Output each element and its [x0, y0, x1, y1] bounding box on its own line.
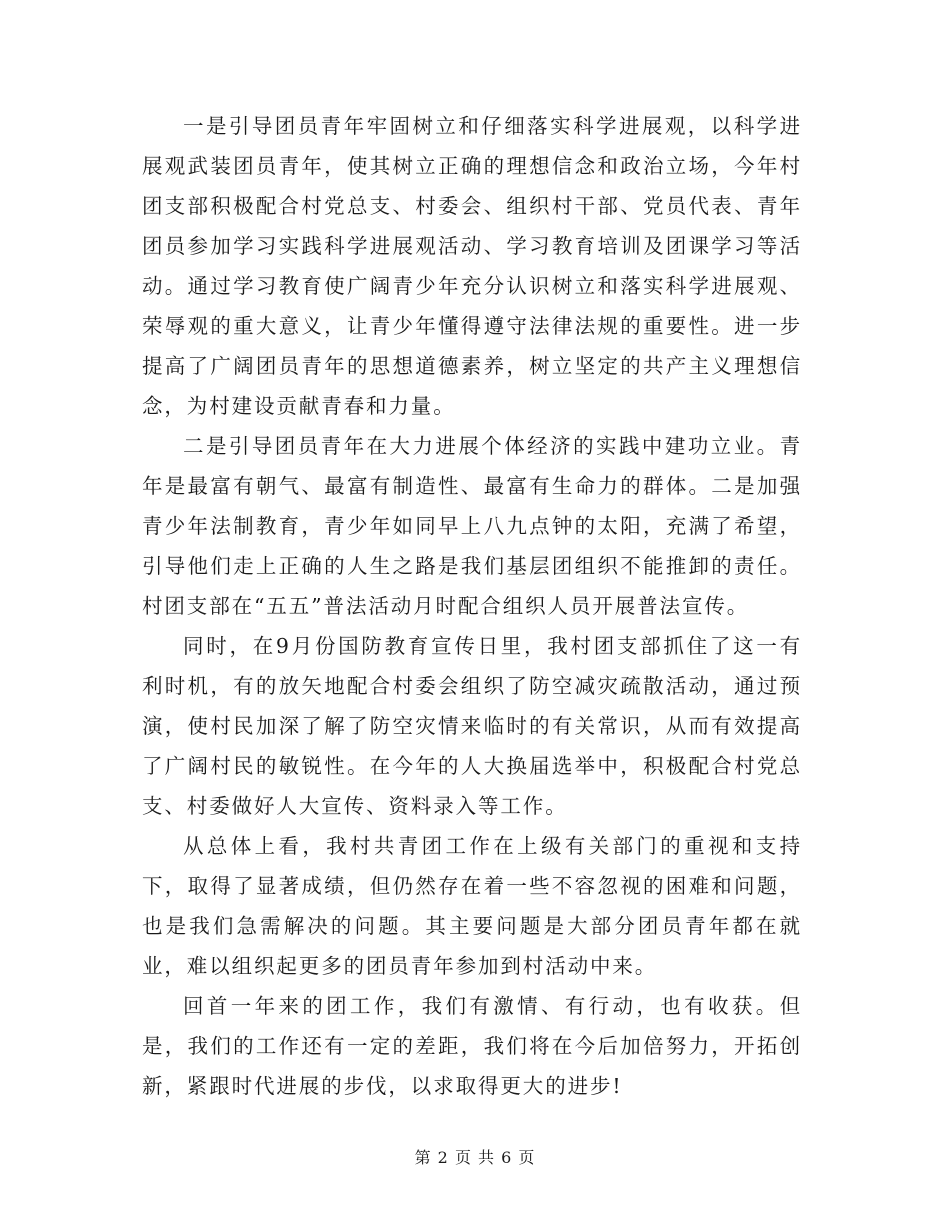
- paragraph-5: 回首一年来的团工作，我们有激情、有行动，也有收获。但是，我们的工作还有一定的差距，我们将在今后加倍努力，开拓创新，紧跟时代进展的步伐，以求取得更大的进步!: [142, 994, 802, 1098]
- paragraph-2: 二是引导团员青年在大力进展个体经济的实践中建功立业。青年是最富有朝气、最富有制造性、最富有生命力的群体。二是加强青少年法制教育，青少年如同早上八九点钟的太阳，充满了希望，引导他们走上正确的人生之路是我们基层团组织不能推卸的责任。村团支部在“五五”普法活动月时配合组织人员开展普法宣传。: [142, 434, 802, 618]
- paragraph-1: 一是引导团员青年牢固树立和仔细落实科学进展观，以科学进展观武装团员青年，使其树立正确的理想信念和政治立场，今年村团支部积极配合村党总支、村委会、组织村干部、党员代表、青年团员参加学习实践科学进展观活动、学习教育培训及团课学习等活动。通过学习教育使广阔青少年充分认识树立和落实科学进展观、荣辱观的重大意义，让青少年懂得遵守法律法规的重要性。进一步提高了广阔团员青年的思想道德素养，树立坚定的共产主义理想信念，为村建设贡献青春和力量。: [142, 114, 802, 418]
- document-body: [142, 106, 802, 1106]
- page-number-label: 第 2 页 共 6 页: [414, 1148, 536, 1167]
- paragraph-4: 从总体上看，我村共青团工作在上级有关部门的重视和支持下，取得了显著成绩，但仍然存在着一些不容忽视的困难和问题，也是我们急需解决的问题。其主要问题是大部分团员青年都在就业，难以组织起更多的团员青年参加到村活动中来。: [142, 834, 802, 978]
- page-footer: [0, 1145, 950, 1168]
- paragraph-3: 同时，在9月份国防教育宣传日里，我村团支部抓住了这一有利时机，有的放矢地配合村委会组织了防空减灾疏散活动，通过预演，使村民加深了解了防空灾情来临时的有关常识，从而有效提高了广阔村民的敏锐性。在今年的人大换届选举中，积极配合村党总支、村委做好人大宣传、资料录入等工作。: [142, 634, 802, 818]
